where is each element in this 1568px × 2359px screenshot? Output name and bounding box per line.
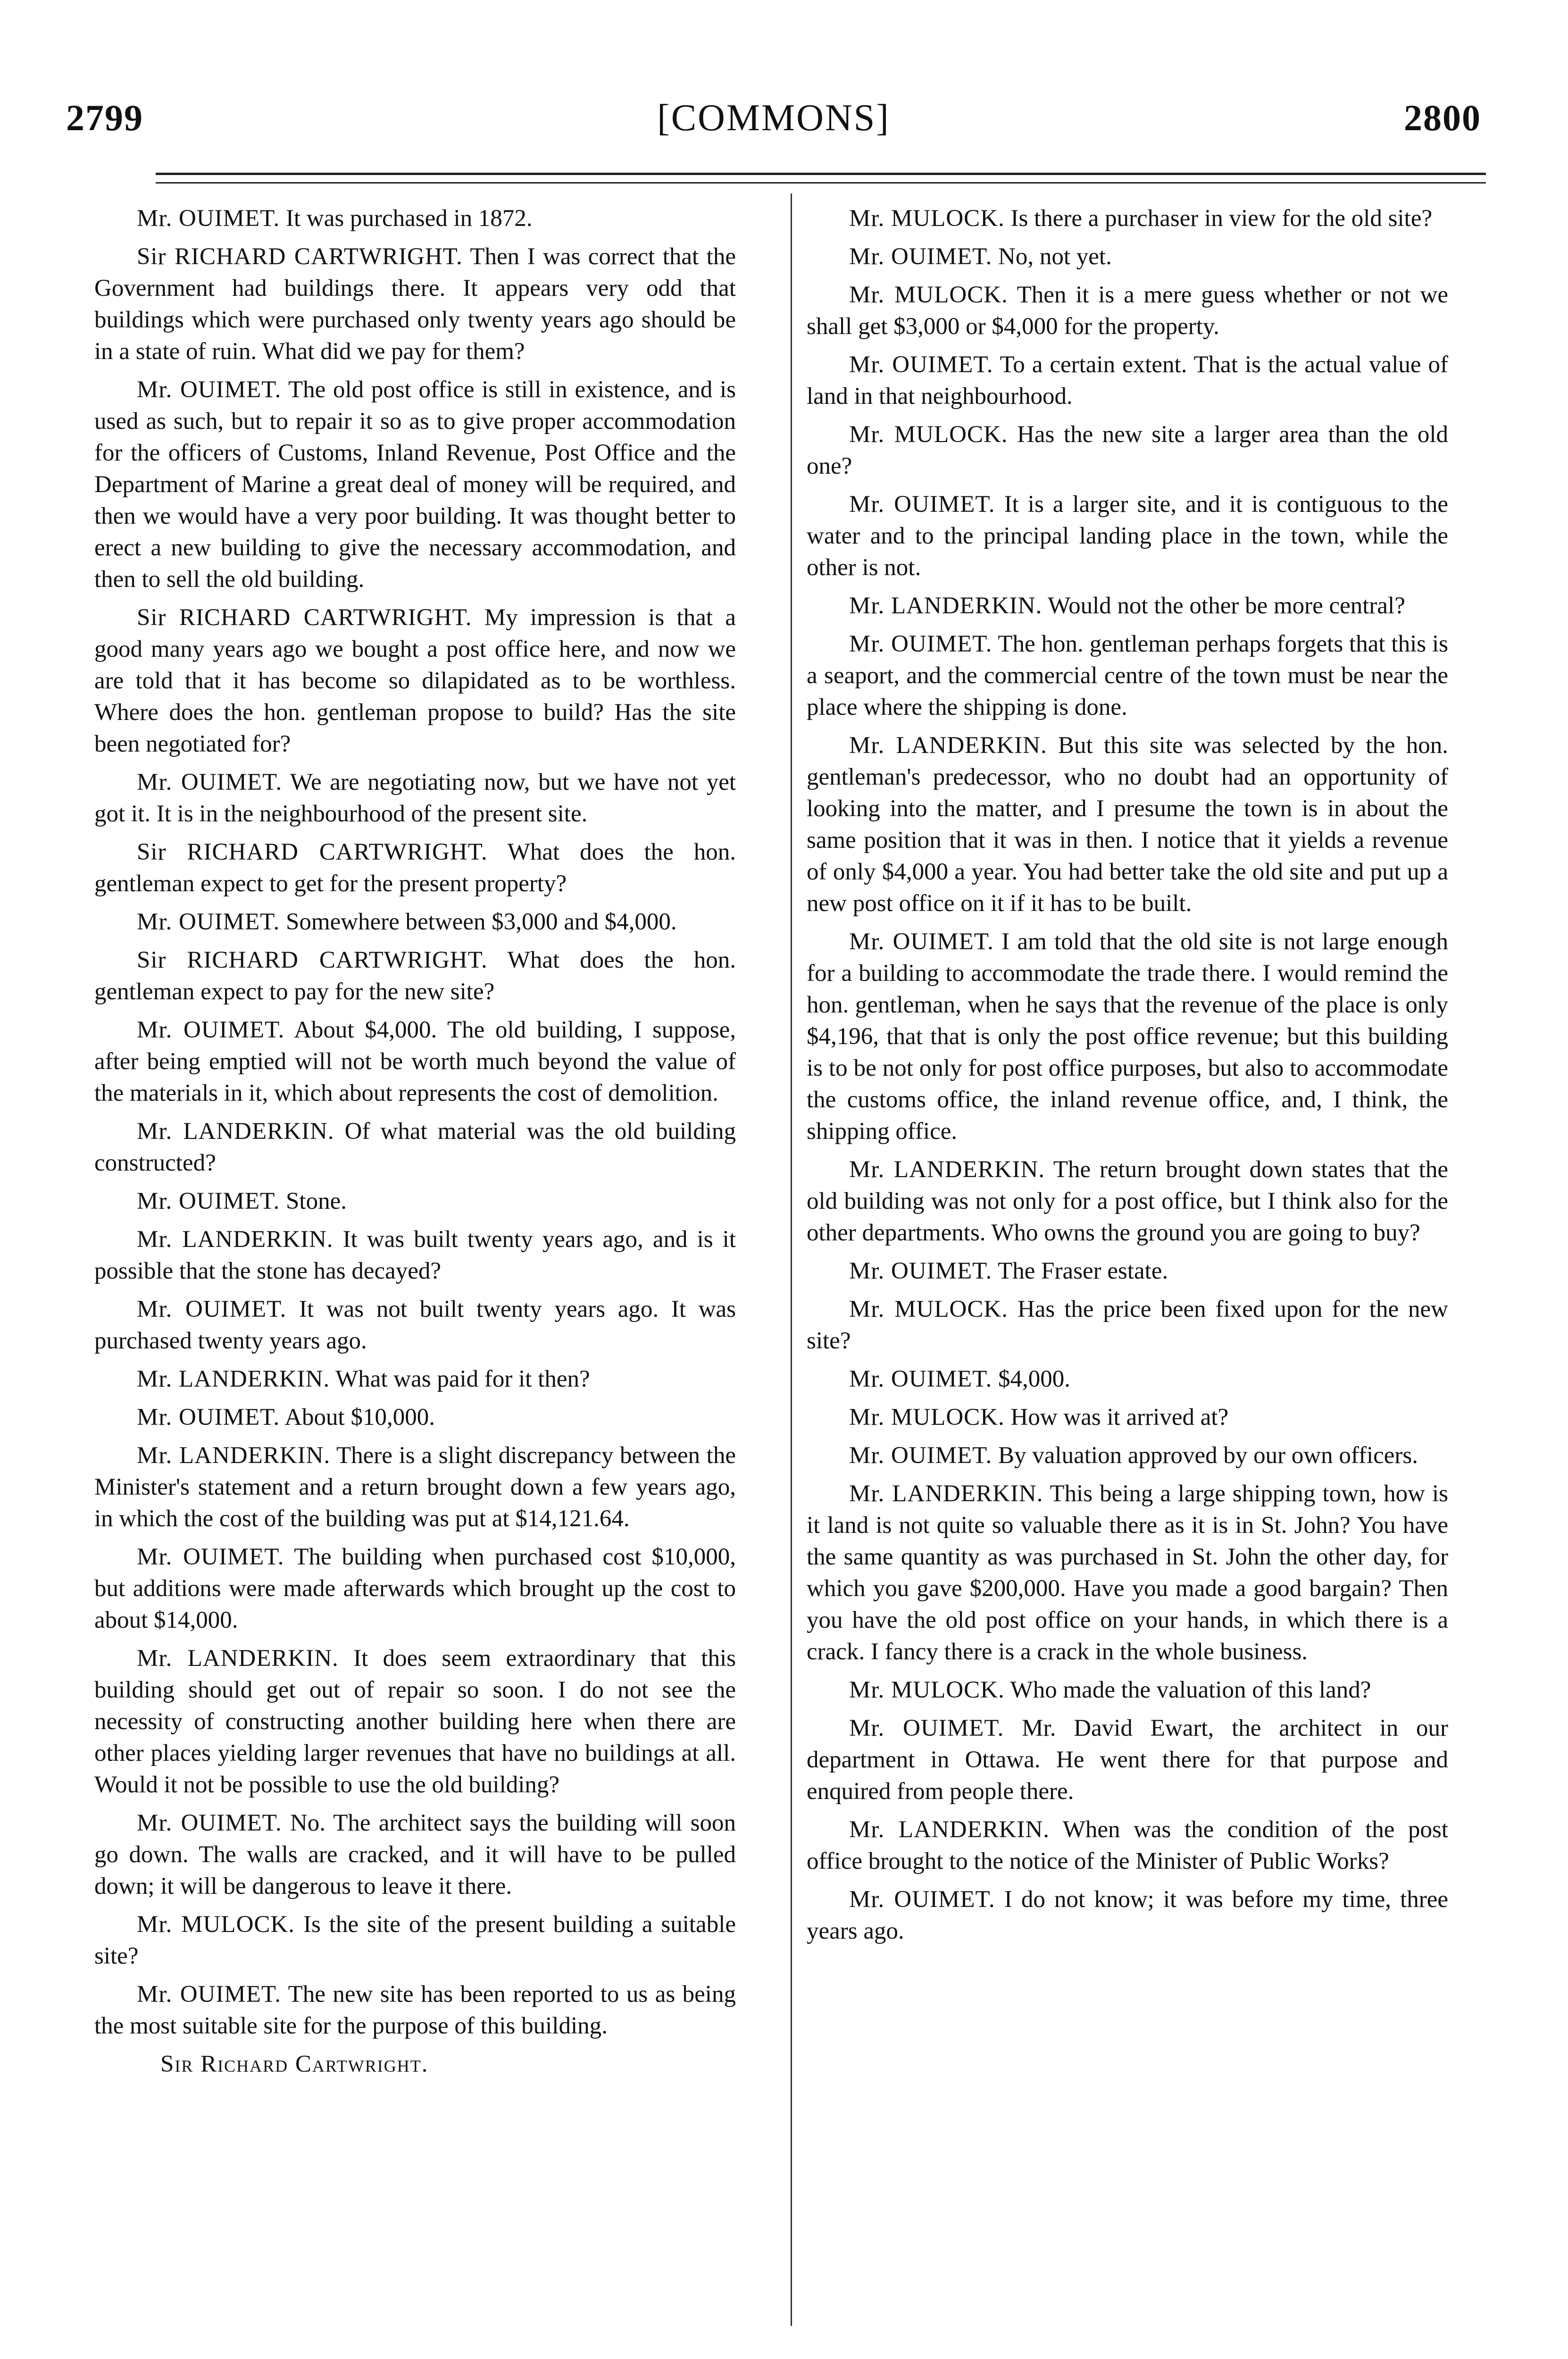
speech-text: This being a large shipping town, how is it land is not quite so valuable there as it is in St. John? You have the same quantity as was purchased in St. John the other day, for which you gave $200,000. Have you made a good bargain? Then you have the old post office on your hands, in which there is a crack. I fancy there is a crack in the whole business. bbox=[807, 1481, 1448, 1665]
speech-text: We are negotiating now, but we have not yet got it. It is in the neighbourhood of the present site. bbox=[94, 769, 736, 827]
speaker-name: Mr. LANDERKIN. bbox=[137, 1118, 334, 1145]
running-title: [COMMONS] bbox=[657, 97, 890, 139]
speech-paragraph bbox=[94, 906, 736, 938]
speech-text: Is there a purchaser in view for the old site? bbox=[1010, 205, 1433, 232]
speaker-name: Mr. OUIMET. bbox=[849, 1715, 1004, 1741]
speech-paragraph bbox=[94, 1807, 736, 1902]
header-rule-thin bbox=[156, 182, 1486, 184]
speech-paragraph bbox=[807, 1364, 1448, 1395]
speaker-name: Mr. OUIMET. bbox=[849, 1366, 993, 1392]
page-number-right: 2800 bbox=[1404, 97, 1481, 138]
speech-text: Then it is a mere guess whether or not we shall get $3,000 or $4,000 for the property. bbox=[807, 282, 1448, 340]
speech-paragraph bbox=[807, 489, 1448, 584]
speech-paragraph bbox=[807, 349, 1448, 412]
next-speaker-signature: Sir Richard Cartwright. bbox=[160, 2051, 429, 2077]
speech-paragraph bbox=[94, 1224, 736, 1287]
speech-paragraph bbox=[807, 1294, 1448, 1357]
speaker-name: Mr. OUIMET. bbox=[137, 205, 280, 232]
speech-paragraph bbox=[807, 1713, 1448, 1807]
speech-paragraph bbox=[807, 1674, 1448, 1706]
speaker-name: Mr. OUIMET. bbox=[849, 1442, 993, 1469]
speaker-name: Mr. OUIMET. bbox=[849, 243, 993, 270]
speech-paragraph bbox=[94, 241, 736, 368]
speech-text: The new site has been reported to us as being the most suitable site for the purpose of this building. bbox=[94, 1981, 736, 2039]
speaker-name: Mr. LANDERKIN. bbox=[137, 1226, 334, 1253]
speech-text: When was the condition of the post office brought to the notice of the Minister of Public Works? bbox=[807, 1816, 1448, 1874]
speaker-name: Mr. LANDERKIN. bbox=[849, 593, 1043, 619]
speech-text: Has the new site a larger area than the old one? bbox=[807, 421, 1449, 479]
speech-text: But this site was selected by the hon. gentleman's predecessor, who no doubt had an opportunity of looking into the matter, and I presume the town is in about the same position that it was in then. I notice that it yields a revenue of only $4,000 a year. You had better take the old site and put up a new post office on it if it has to be built. bbox=[807, 732, 1449, 917]
speaker-name: Mr. MULOCK. bbox=[849, 1296, 1008, 1322]
speech-text: It was purchased in 1872. bbox=[286, 205, 533, 232]
speaker-name: Mr. MULOCK. bbox=[849, 1677, 1005, 1703]
speech-paragraph bbox=[94, 203, 736, 234]
speaker-name: Mr. LANDERKIN. bbox=[137, 1366, 330, 1392]
speech-text: The hon. gentleman perhaps forgets that this is a seaport, and the commercial centre of the town must be near the place where the shipping is done. bbox=[807, 631, 1448, 720]
speech-text: Who made the valuation of this land? bbox=[1010, 1677, 1371, 1703]
speech-text: $4,000. bbox=[998, 1366, 1071, 1392]
speech-text: Then I was correct that the Government had buildings there. It appears very odd that buildings which were purchased only twenty years ago should be in a state of ruin. What did we pay for them? bbox=[94, 243, 736, 365]
speaker-name: Mr. OUIMET. bbox=[137, 1544, 284, 1570]
speech-paragraph bbox=[807, 1154, 1448, 1249]
speech-paragraph bbox=[807, 1884, 1448, 1947]
speech-text: About $4,000. The old building, I suppose, after being emptied will not be worth much beyond the value of the materials in it, which about represents the cost of demolition. bbox=[94, 1017, 736, 1106]
left-column bbox=[94, 203, 736, 2080]
speaker-name: Mr. OUIMET. bbox=[137, 1296, 287, 1322]
speech-text: What does the hon. gentleman expect to get for the present property? bbox=[94, 839, 736, 897]
speech-text: The return brought down states that the old building was not only for a post office, but I think also for the other departments. Who owns the ground you are going to buy? bbox=[807, 1156, 1448, 1246]
speech-paragraph bbox=[807, 1478, 1448, 1668]
speaker-name: Mr. OUIMET. bbox=[849, 929, 994, 955]
speech-paragraph bbox=[807, 730, 1448, 920]
speech-paragraph bbox=[94, 1541, 736, 1636]
speaker-name: Mr. OUIMET. bbox=[849, 491, 995, 518]
speech-text: What was paid for it then? bbox=[335, 1366, 590, 1392]
speech-paragraph bbox=[94, 1909, 736, 1972]
speech-text: By valuation approved by our own officers. bbox=[998, 1442, 1418, 1469]
column-divider bbox=[791, 193, 792, 2326]
speech-text: To a certain extent. That is the actual value of land in that neighbourhood. bbox=[807, 351, 1448, 410]
speaker-name: Mr. OUIMET. bbox=[137, 1188, 280, 1214]
speech-text: I am told that the old site is not large enough for a building to accommodate the trade there. I would remind the hon. gentleman, when he says that the revenue of the place is only $4,196, that that is only the post office revenue; but this building is to be not only for post office purposes, but also to accommodate the customs office, the inland revenue office, and, I think, the shipping office. bbox=[807, 929, 1448, 1145]
speech-paragraph bbox=[94, 1186, 736, 1217]
speech-text: Would not the other be more central? bbox=[1048, 593, 1405, 619]
speaker-name: Mr. OUIMET. bbox=[137, 1404, 280, 1430]
speaker-name: Mr. OUIMET. bbox=[137, 1981, 282, 2008]
speaker-name: Mr. OUIMET. bbox=[849, 351, 993, 378]
speech-text: How was it arrived at? bbox=[1010, 1404, 1229, 1430]
speaker-name: Mr. LANDERKIN. bbox=[137, 1645, 339, 1672]
speech-paragraph bbox=[807, 279, 1448, 343]
speech-text: The old post office is still in existence, and is used as such, but to repair it so as to give proper accommodation for the officers of Customs, Inland Revenue, Post Office and the Department of Marine a great deal of money will be required, and then we would have a very poor building. It was thought better to erect a new building to give the necessary accommodation, and then to sell the old building. bbox=[94, 376, 736, 593]
speech-text: No. The architect says the building will soon go down. The walls are cracked, and it will have to be pulled down; it will be dangerous to leave it there. bbox=[94, 1810, 736, 1899]
speech-text: The Fraser estate. bbox=[998, 1258, 1168, 1284]
speech-paragraph bbox=[94, 1440, 736, 1535]
speaker-name: Mr. MULOCK. bbox=[849, 1404, 1005, 1430]
speech-text: Somewhere between $3,000 and $4,000. bbox=[286, 909, 677, 935]
speech-paragraph bbox=[807, 590, 1448, 622]
speaker-name: Mr. OUIMET. bbox=[137, 376, 282, 403]
speech-text: It is a larger site, and it is contiguous to the water and to the principal landing place in the town, while the other is not. bbox=[807, 491, 1449, 581]
speaker-name: Mr. OUIMET. bbox=[137, 1810, 282, 1836]
speech-paragraph bbox=[94, 1643, 736, 1801]
speaker-name: Mr. LANDERKIN. bbox=[137, 1442, 331, 1469]
page-header bbox=[66, 97, 1481, 153]
speaker-name: Mr. MULOCK. bbox=[849, 205, 1005, 232]
header-rule-thick bbox=[156, 173, 1486, 175]
speaker-name: Sir RICHARD CARTWRIGHT. bbox=[137, 947, 488, 973]
speech-paragraph bbox=[94, 374, 736, 595]
speech-paragraph bbox=[807, 419, 1448, 482]
speech-paragraph bbox=[94, 1294, 736, 1357]
speech-paragraph bbox=[94, 945, 736, 1008]
speech-paragraph bbox=[807, 926, 1448, 1147]
speech-text: It does seem extraordinary that this building should get out of repair so soon. I do not see the necessity of constructing another building here when there are other places yielding larger revenues that have no buildings at all. Would it not be possible to use the old building? bbox=[94, 1645, 736, 1798]
right-column bbox=[807, 203, 1448, 1954]
speaker-name: Mr. OUIMET. bbox=[137, 909, 280, 935]
speaker-name: Mr. OUIMET. bbox=[137, 769, 283, 795]
speech-paragraph bbox=[94, 1402, 736, 1433]
speaker-name: Mr. LANDERKIN. bbox=[849, 732, 1047, 759]
speech-paragraph bbox=[807, 1440, 1448, 1472]
speech-paragraph bbox=[94, 837, 736, 900]
speaker-name: Mr. MULOCK. bbox=[137, 1911, 295, 1938]
speech-text: Of what material was the old building constructed? bbox=[94, 1118, 736, 1176]
speech-paragraph bbox=[807, 241, 1448, 273]
speech-text: No, not yet. bbox=[998, 243, 1112, 270]
speech-text: Is the site of the present building a suitable site? bbox=[94, 1911, 736, 1969]
speech-paragraph bbox=[807, 203, 1448, 234]
speech-text: Stone. bbox=[286, 1188, 347, 1214]
speech-text: It was built twenty years ago, and is it possible that the stone has decayed? bbox=[94, 1226, 736, 1284]
speaker-name: Mr. MULOCK. bbox=[849, 421, 1008, 448]
speech-paragraph bbox=[94, 1014, 736, 1109]
speaker-name: Mr. OUIMET. bbox=[849, 1258, 993, 1284]
page-number-left: 2799 bbox=[66, 97, 143, 138]
speech-text: Mr. David Ewart, the architect in our department in Ottawa. He went there for that purpose and enquired from people there. bbox=[807, 1715, 1449, 1805]
speaker-name: Sir RICHARD CARTWRIGHT. bbox=[137, 243, 463, 270]
speech-text: My impression is that a good many years ago we bought a post office here, and now we are told that it has become so dilapidated as to be worthless. Where does the hon. gentleman propose to build? Has the site been negotiated for? bbox=[94, 604, 736, 757]
speech-text: The building when purchased cost $10,000, but additions were made afterwards which brought up the cost to about $14,000. bbox=[94, 1544, 736, 1633]
speech-paragraph bbox=[94, 1116, 736, 1179]
speaker-name: Sir RICHARD CARTWRIGHT. bbox=[137, 604, 472, 631]
speech-paragraph bbox=[94, 767, 736, 830]
speech-paragraph bbox=[94, 1364, 736, 1395]
speech-text: Has the price been fixed upon for the new site? bbox=[807, 1296, 1449, 1354]
speaker-name: Mr. MULOCK. bbox=[849, 282, 1008, 308]
speech-text: What does the hon. gentleman expect to pay for the new site? bbox=[94, 947, 736, 1005]
speech-paragraph bbox=[807, 1814, 1448, 1877]
speech-text: It was not built twenty years ago. It was purchased twenty years ago. bbox=[94, 1296, 736, 1354]
speaker-name: Mr. LANDERKIN. bbox=[849, 1481, 1043, 1507]
speaker-name: Sir RICHARD CARTWRIGHT. bbox=[137, 839, 488, 865]
speaker-name: Mr. OUIMET. bbox=[849, 631, 993, 657]
speaker-name: Mr. LANDERKIN. bbox=[849, 1156, 1045, 1183]
speech-paragraph bbox=[94, 602, 736, 760]
speech-paragraph bbox=[807, 628, 1448, 723]
speech-paragraph bbox=[94, 1979, 736, 2042]
speech-paragraph bbox=[807, 1255, 1448, 1287]
speaker-name: Mr. LANDERKIN. bbox=[849, 1816, 1050, 1843]
speaker-name: Mr. OUIMET. bbox=[849, 1886, 995, 1913]
speech-paragraph bbox=[807, 1402, 1448, 1433]
speaker-name: Mr. OUIMET. bbox=[137, 1017, 285, 1043]
speech-text: I do not know; it was before my time, three years ago. bbox=[807, 1886, 1449, 1944]
speech-text: There is a slight discrepancy between the Minister's statement and a return brought down a few years ago, in which the cost of the building was put at $14,121.64. bbox=[94, 1442, 736, 1532]
speech-text: About $10,000. bbox=[284, 1404, 435, 1430]
